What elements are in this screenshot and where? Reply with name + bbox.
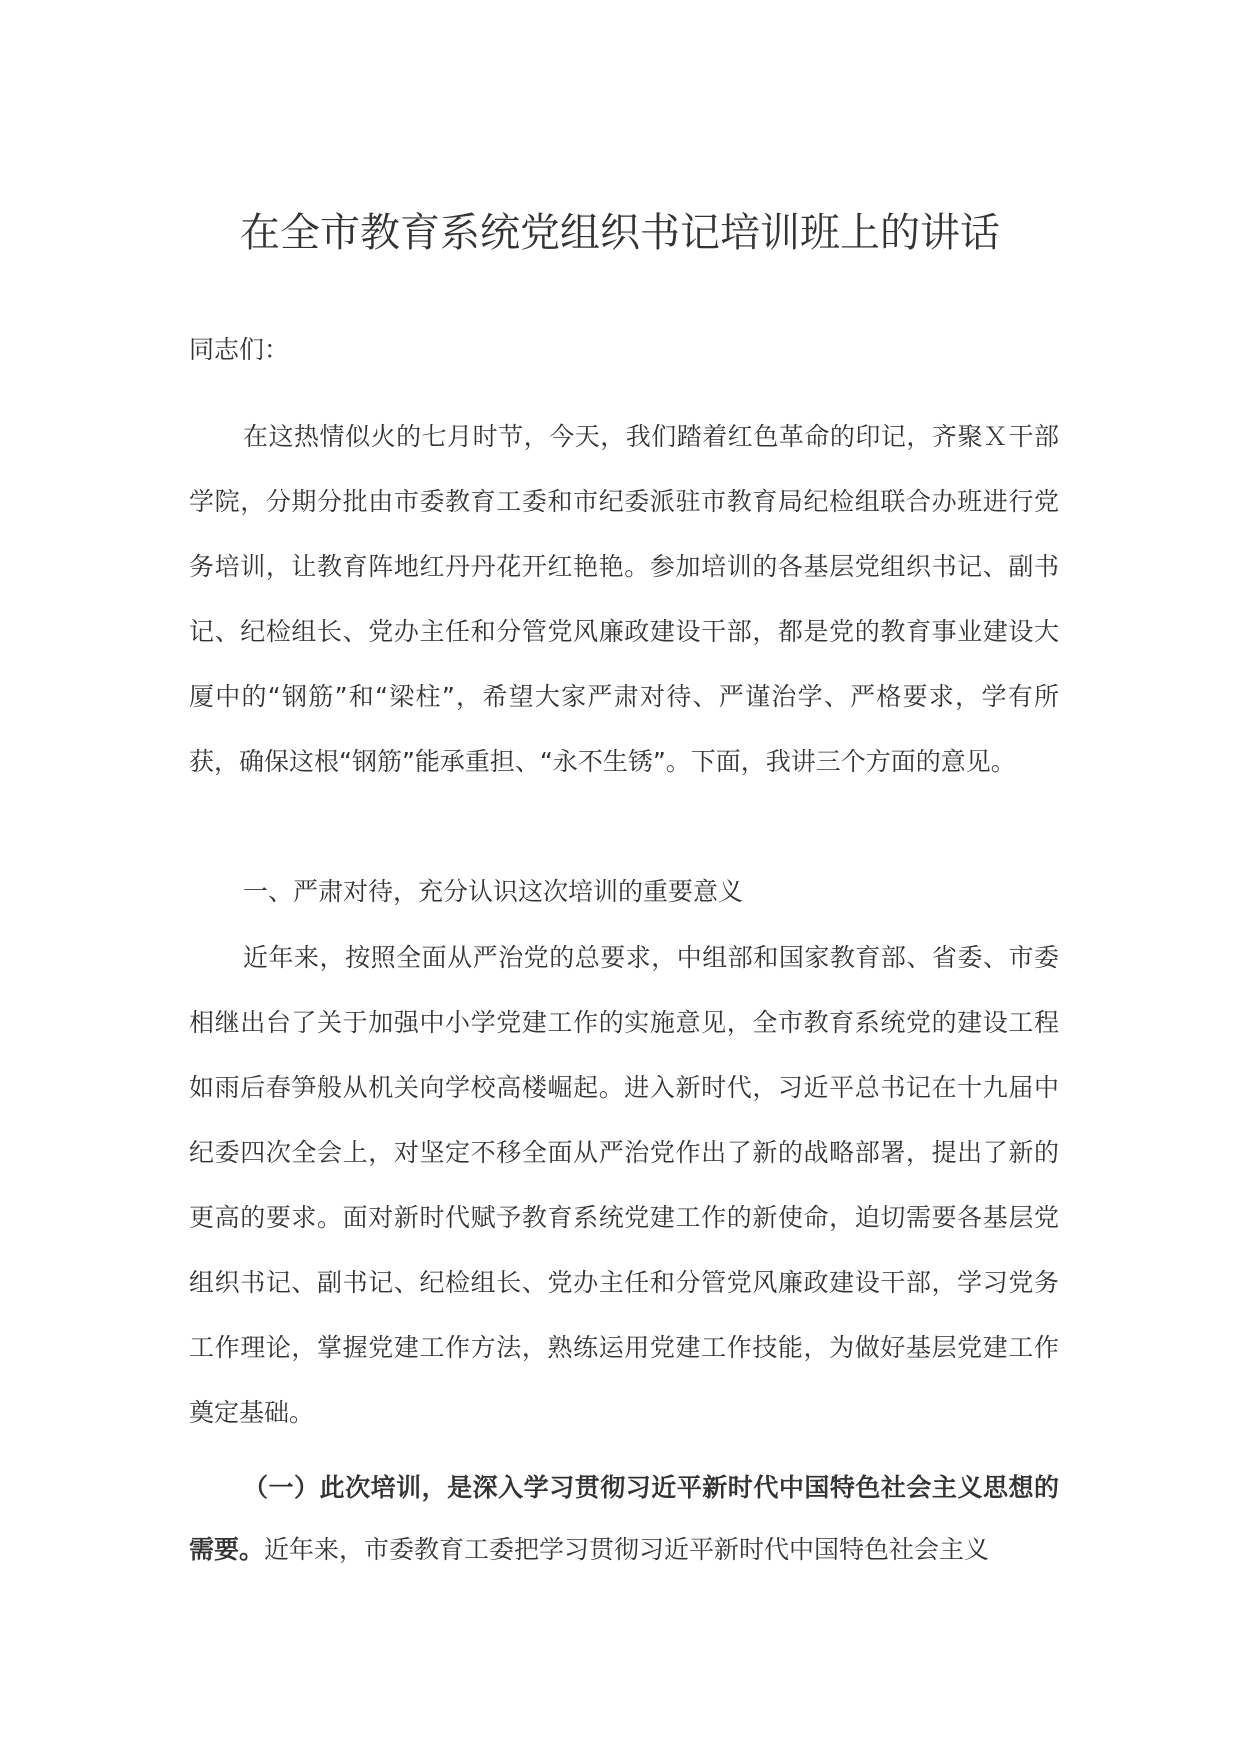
paragraph-subsection-1 (189, 1457, 1059, 1581)
paragraph-section1-body: 近年来，按照全面从严治党的总要求，中组部和国家教育部、省委、市委相继出台了关于加强中小学党建工作的实施意见，全市教育系统党的建设工程如雨后春笋般从机关向学校高楼崛起。进入新时代，习近平总书记在十九届中纪委四次全会上，对坚定不移全面从严治党作出了新的战略部署，提出了新的更高的要求。面对新时代赋予教育系统党建工作的新使命，迫切需要各基层党组织书记、副书记、纪检组长、党办主任和分管党风廉政建设干部，学习党务工作理论，掌握党建工作方法，熟练运用党建工作技能，为做好基层党建工作奠定基础。 (189, 943, 1059, 1427)
section-heading-1: 一、严肃对待，充分认识这次培训的重要意义 (243, 877, 744, 906)
paragraph-intro: 在这热情似火的七月时节，今天，我们踏着红色革命的印记，齐聚Ｘ干部学院，分期分批由市委教育工委和市纪委派驻市教育局纪检组联合办班进行党务培训，让教育阵地红丹丹花开红艳艳。参加培训的各基层党组织书记、副书记、纪检组长、党办主任和分管党风廉政建设干部，都是党的教育事业建设大厦中的“钢筋”和“梁柱”，希望大家严肃对待、严谨治学、严格要求，学有所获，确保这根“钢筋”能承重担、“永不生锈”。下面，我讲三个方面的意见。 (189, 422, 1059, 776)
salutation: 同志们： (189, 335, 290, 364)
subsection-1-text: 近年来，市委教育工委把学习贯彻习近平新时代中国特色社会主义 (264, 1535, 990, 1564)
subsection-1-heading: （一）此次培训，是深入学习贯彻习近平新时代中国特色社会主义思想的需要。 (189, 1473, 1059, 1564)
document-title: 在全市教育系统党组织书记培训班上的讲话 (240, 210, 1000, 256)
